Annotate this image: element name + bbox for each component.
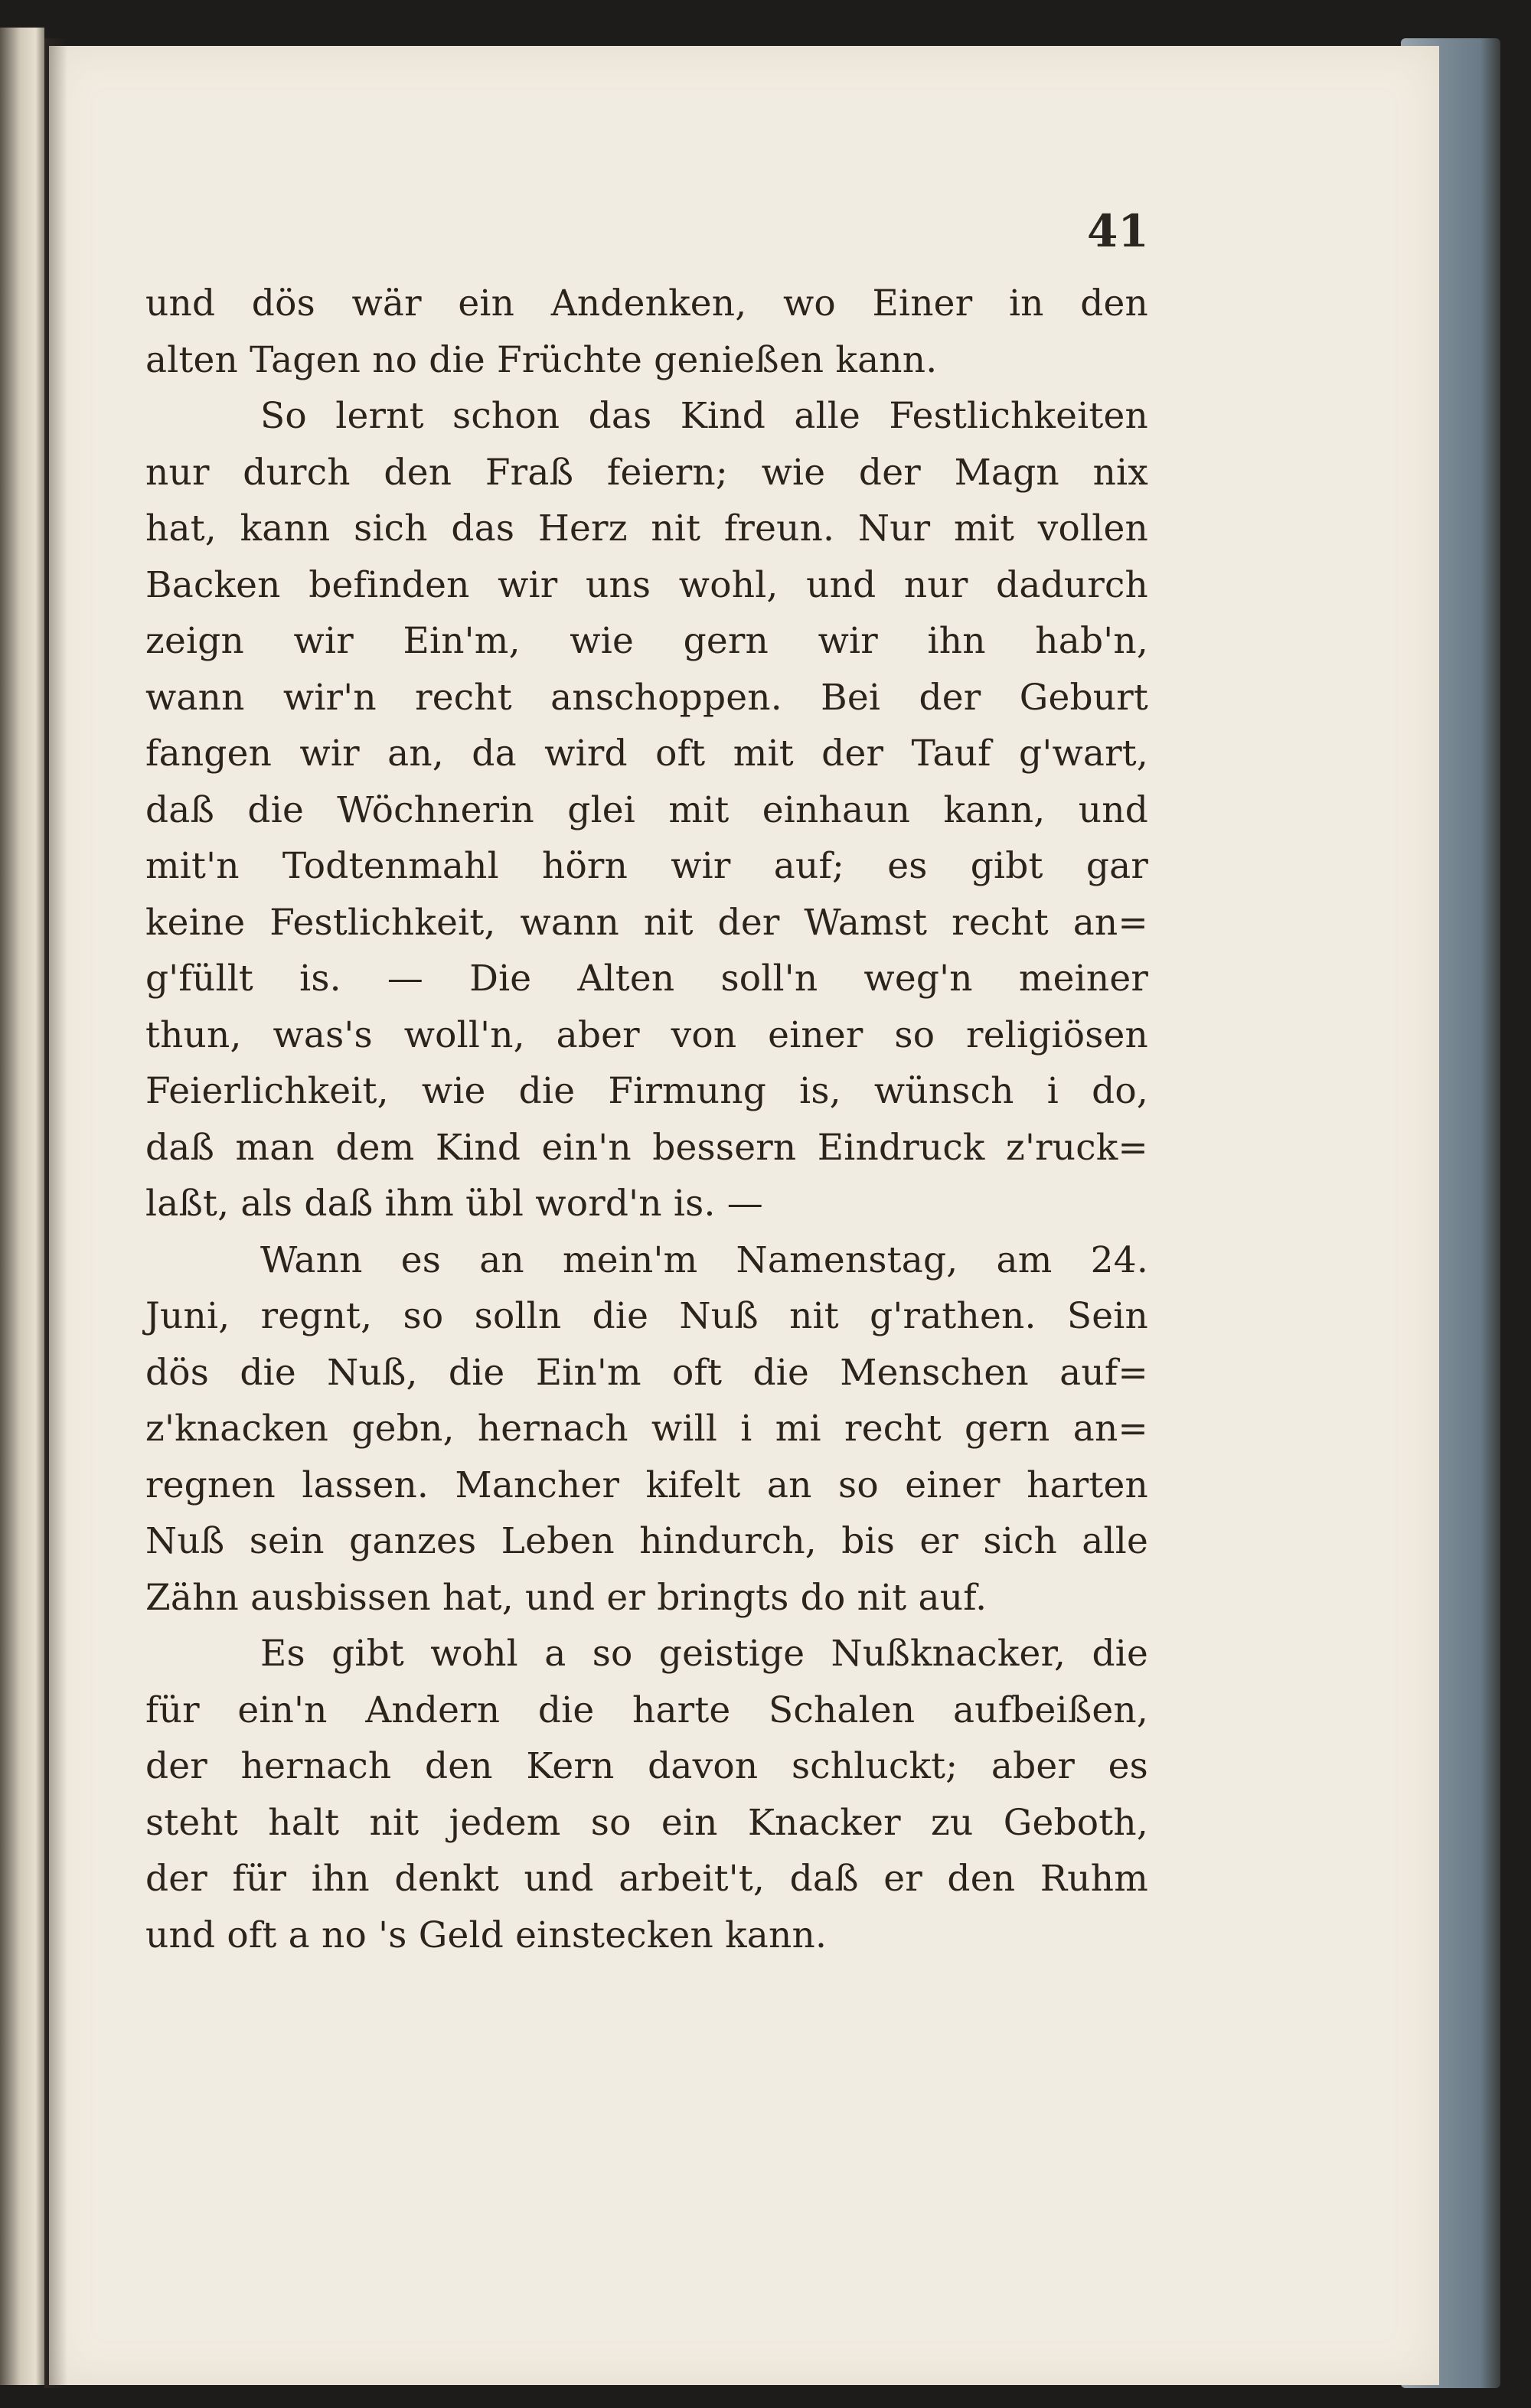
page-text [145, 276, 1148, 1963]
text-line: für ein'n Andern die harte Schalen aufbeißen, [145, 1689, 1148, 1731]
text-line: laßt, als daß ihm übl word'n is. — [145, 1183, 763, 1225]
text-line: alten Tagen no die Früchte genießen kann. [145, 338, 938, 381]
page-number: 41 [1087, 205, 1149, 257]
text-line: nur durch den Fraß feiern; wie der Magn nix [145, 451, 1148, 494]
text-line: Es gibt wohl a so geistige Nußknacker, die [260, 1633, 1148, 1675]
text-line: regnen lassen. Mancher kifelt an so einer harten [145, 1463, 1148, 1506]
text-line: der für ihn denkt und arbeit't, daß er den Ruhm [145, 1858, 1148, 1900]
text-line: mit'n Todtenmahl hörn wir auf; es gibt gar [145, 845, 1148, 887]
text-line: hat, kann sich das Herz nit freun. Nur mit vollen [145, 507, 1148, 550]
text-line: g'füllt is. — Die Alten soll'n weg'n meiner [145, 958, 1148, 1000]
text-line: und oft a no 's Geld einstecken kann. [145, 1914, 828, 1956]
previous-page-edge [0, 28, 44, 2385]
gutter-shadow [44, 38, 67, 2388]
text-line: Wann es an mein'm Namenstag, am 24. [260, 1238, 1148, 1281]
text-line: dös die Nuß, die Ein'm oft die Menschen auf= [145, 1351, 1148, 1394]
text-line: der hernach den Kern davon schluckt; aber es [145, 1745, 1148, 1787]
text-line: thun, was's woll'n, aber von einer so religiösen [145, 1013, 1148, 1056]
text-line: fangen wir an, da wird oft mit der Tauf g'wart, [145, 733, 1148, 775]
text-line: steht halt nit jedem so ein Knacker zu Geboth, [145, 1801, 1148, 1844]
text-line: zeign wir Ein'm, wie gern wir ihn hab'n, [145, 620, 1148, 662]
text-line: Nuß sein ganzes Leben hindurch, bis er sich alle [145, 1520, 1148, 1562]
text-line: z'knacken gebn, hernach will i mi recht gern an= [145, 1408, 1148, 1450]
text-line: und dös wär ein Andenken, wo Einer in den [145, 282, 1148, 325]
text-line: daß man dem Kind ein'n bessern Eindruck z'ruck= [145, 1126, 1148, 1169]
text-line: Feierlichkeit, wie die Firmung is, wünsch i do, [145, 1070, 1148, 1112]
text-line: Zähn ausbissen hat, und er bringts do nit auf. [145, 1576, 987, 1619]
text-line: Backen befinden wir uns wohl, und nur dadurch [145, 563, 1148, 606]
text-line: keine Festlichkeit, wann nit der Wamst recht an= [145, 901, 1148, 944]
text-line: daß die Wöchnerin glei mit einhaun kann, und [145, 788, 1148, 831]
text-line: Juni, regnt, so solln die Nuß nit g'rathen. Sein [145, 1295, 1148, 1337]
text-line: wann wir'n recht anschoppen. Bei der Geburt [145, 676, 1148, 719]
text-line: So lernt schon das Kind alle Festlichkeiten [260, 395, 1148, 437]
